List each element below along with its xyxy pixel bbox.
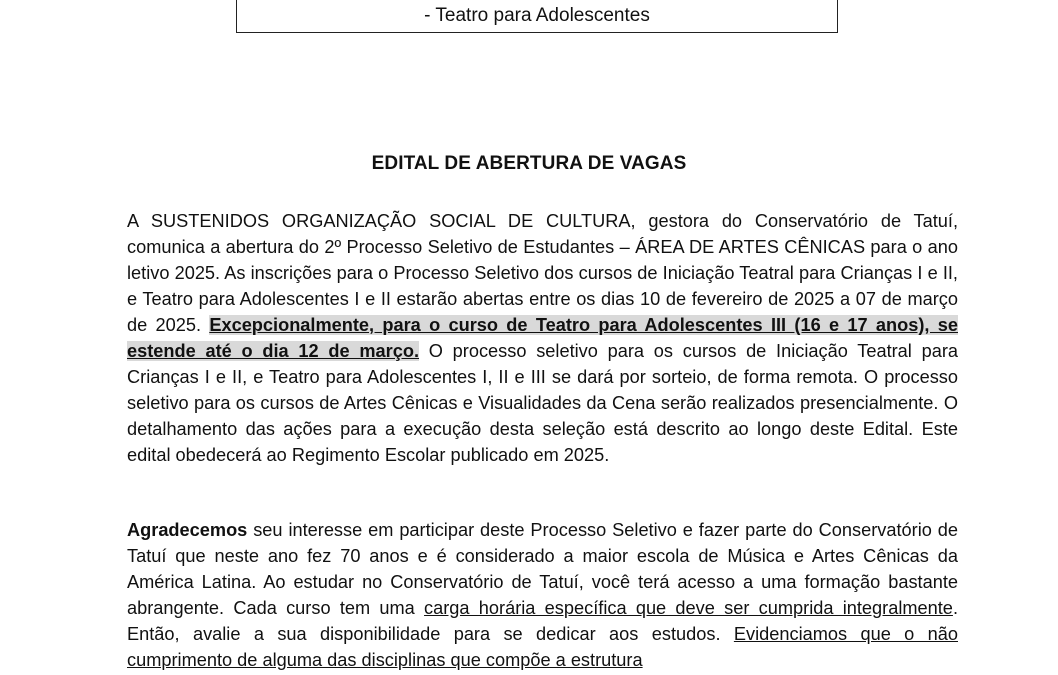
paragraph-thanks (127, 517, 958, 673)
header-box-text: - Teatro para Adolescentes (424, 5, 650, 26)
paragraph-intro (127, 208, 958, 468)
document-title: EDITAL DE ABERTURA DE VAGAS (371, 153, 687, 174)
underlined-workload: carga horária específica que deve ser cumprida integralmente (424, 598, 953, 618)
thanks-text: seu interesse em participar deste Processo Seletivo e fazer parte do Conservatório de Tatuí que neste ano fez 70 anos e é considerado a maior escola de Música e Artes Cênicas da América Latina. Ao estudar no Conservatório de Tatuí, você terá acesso a uma formação bastante abrangente. Cada curso tem uma (127, 520, 958, 618)
header-box (236, 0, 838, 33)
underlined-warning: Evidenciamos que o não cumprimento de alguma das disciplinas que compõe a estrutura (127, 624, 958, 670)
intro-text: A SUSTENIDOS ORGANIZAÇÃO SOCIAL DE CULTURA, gestora do Conservatório de Tatuí, comunica a abertura do 2º Processo Seletivo de Estudantes – ÁREA DE ARTES CÊNICAS para o ano letivo 2025. As inscrições para o Processo Seletivo dos cursos de Iniciação Teatral para Crianças I e II, e Teatro para Adolescentes I e II estarão abertas entre os dias 10 de fevereiro de 2025 a 07 de março de 2025. (127, 211, 958, 335)
intro-text-continued: O processo seletivo para os cursos de Iniciação Teatral para Crianças I e II, e Teatro para Adolescentes I, II e III se dará por sorteio, de forma remota. O processo seletivo para os cursos de Artes Cênicas e Visualidades da Cena serão realizados presencialmente. O detalhamento das ações para a execução desta seleção está descrito ao longo deste Edital. Este edital obedecerá ao Regimento Escolar publicado em 2025. (127, 341, 958, 465)
highlighted-notice: Excepcionalmente, para o curso de Teatro para Adolescentes III (16 e 17 anos), se estende até o dia 12 de março. (127, 315, 958, 361)
thanks-text-continued: . Então, avalie a sua disponibilidade para se dedicar aos estudos. (127, 598, 958, 644)
thanks-lead: Agradecemos (127, 520, 248, 540)
